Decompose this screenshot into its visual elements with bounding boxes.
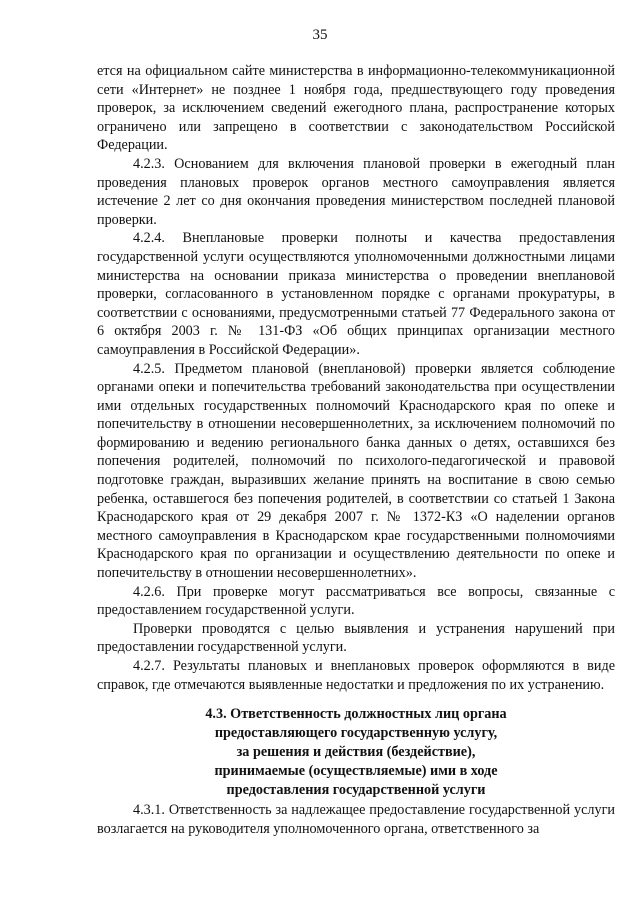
paragraph-4-2-7: 4.2.7. Результаты плановых и внеплановых проверок оформляются в виде справок, где отмечаются выявленные недостатки и предложения по их устранению.: [97, 658, 615, 693]
section-heading-line: предоставления государственной услуги: [226, 782, 486, 798]
section-heading-line: предоставляющего государственную услугу,: [214, 725, 498, 741]
paragraph-4-2-6: 4.2.6. При проверке могут рассматриваться все вопросы, связанные с предоставлением государственной услуги.: [97, 583, 615, 619]
paragraph-4-2-5: 4.2.5. Предметом плановой (внеплановой) проверки является соблюдение органами опеки и попечительства требований законодательства при осуществлении ими отдельных государственных полномочий Краснодарского края по опеке и попечительству в отношении несовершеннолетних, за исключением полномочий по формированию и ведению регионального банка данных о детях, оставшихся без попечения родителей, полномочий по психолого-педагогической и правовой подготовке граждан, выразивших желание принять на воспитание в свою семью ребенка, оставшегося без попечения родителей, в соответствии со статьей 1 Закона Краснодарского края от 29 декабря 2007 г. № 1372-КЗ «О наделении органов местного самоуправления в Краснодарском крае государственными полномочиями Краснодарского края по организации и осуществлению деятельности по опеке и попечительству в отношении несовершеннолетних».: [97, 360, 615, 582]
section-heading-line: за решения и действия (бездействие),: [236, 744, 476, 760]
document-tail: [97, 801, 615, 838]
paragraph-4-2-4: 4.2.4. Внеплановые проверки полноты и качества предоставления государственной услуги осуществляются уполномоченными должностными лицами министерства на основании приказа министерства о проведении внеплановой проверки, согласованного в установленном порядке с органами прокуратуры, в соответствии с основаниями, предусмотренными статьей 77 Федерального закона от 6 октября 2003 г. № 131-ФЗ «Об общих принципах организации местного самоуправления в Российской Федерации».: [97, 230, 615, 358]
paragraph-inspections-purpose: Проверки проводятся с целью выявления и устранения нарушений при предоставлении государственной услуги.: [97, 620, 615, 656]
document-body: [97, 62, 615, 694]
paragraph-4-3-1: 4.3.1. Ответственность за надлежащее предоставление государственной услуги возлагается на руководителя уполномоченного органа, ответственного за: [97, 802, 615, 837]
paragraph-4-2-3: 4.2.3. Основанием для включения плановой проверки в ежегодный план проведения плановых проверок органов местного самоуправления является истечение 2 лет со дня окончания проведения министерством последней плановой проверки.: [97, 155, 615, 228]
section-heading-4-3: [97, 705, 615, 800]
paragraph-continuation: ется на официальном сайте министерства в информационно-телекоммуникационной сети «Интернет» не позднее 1 ноября года, предшествующего году проведения проверок, за исключением сведений ежегодного плана, распространение которых ограничено или запрещено в соответствии с законодательством Российской Федерации.: [97, 63, 615, 154]
section-heading-line: 4.3. Ответственность должностных лиц органа: [205, 706, 507, 722]
page-number: 35: [312, 27, 328, 43]
section-heading-line: принимаемые (осуществляемые) ими в ходе: [214, 763, 498, 779]
